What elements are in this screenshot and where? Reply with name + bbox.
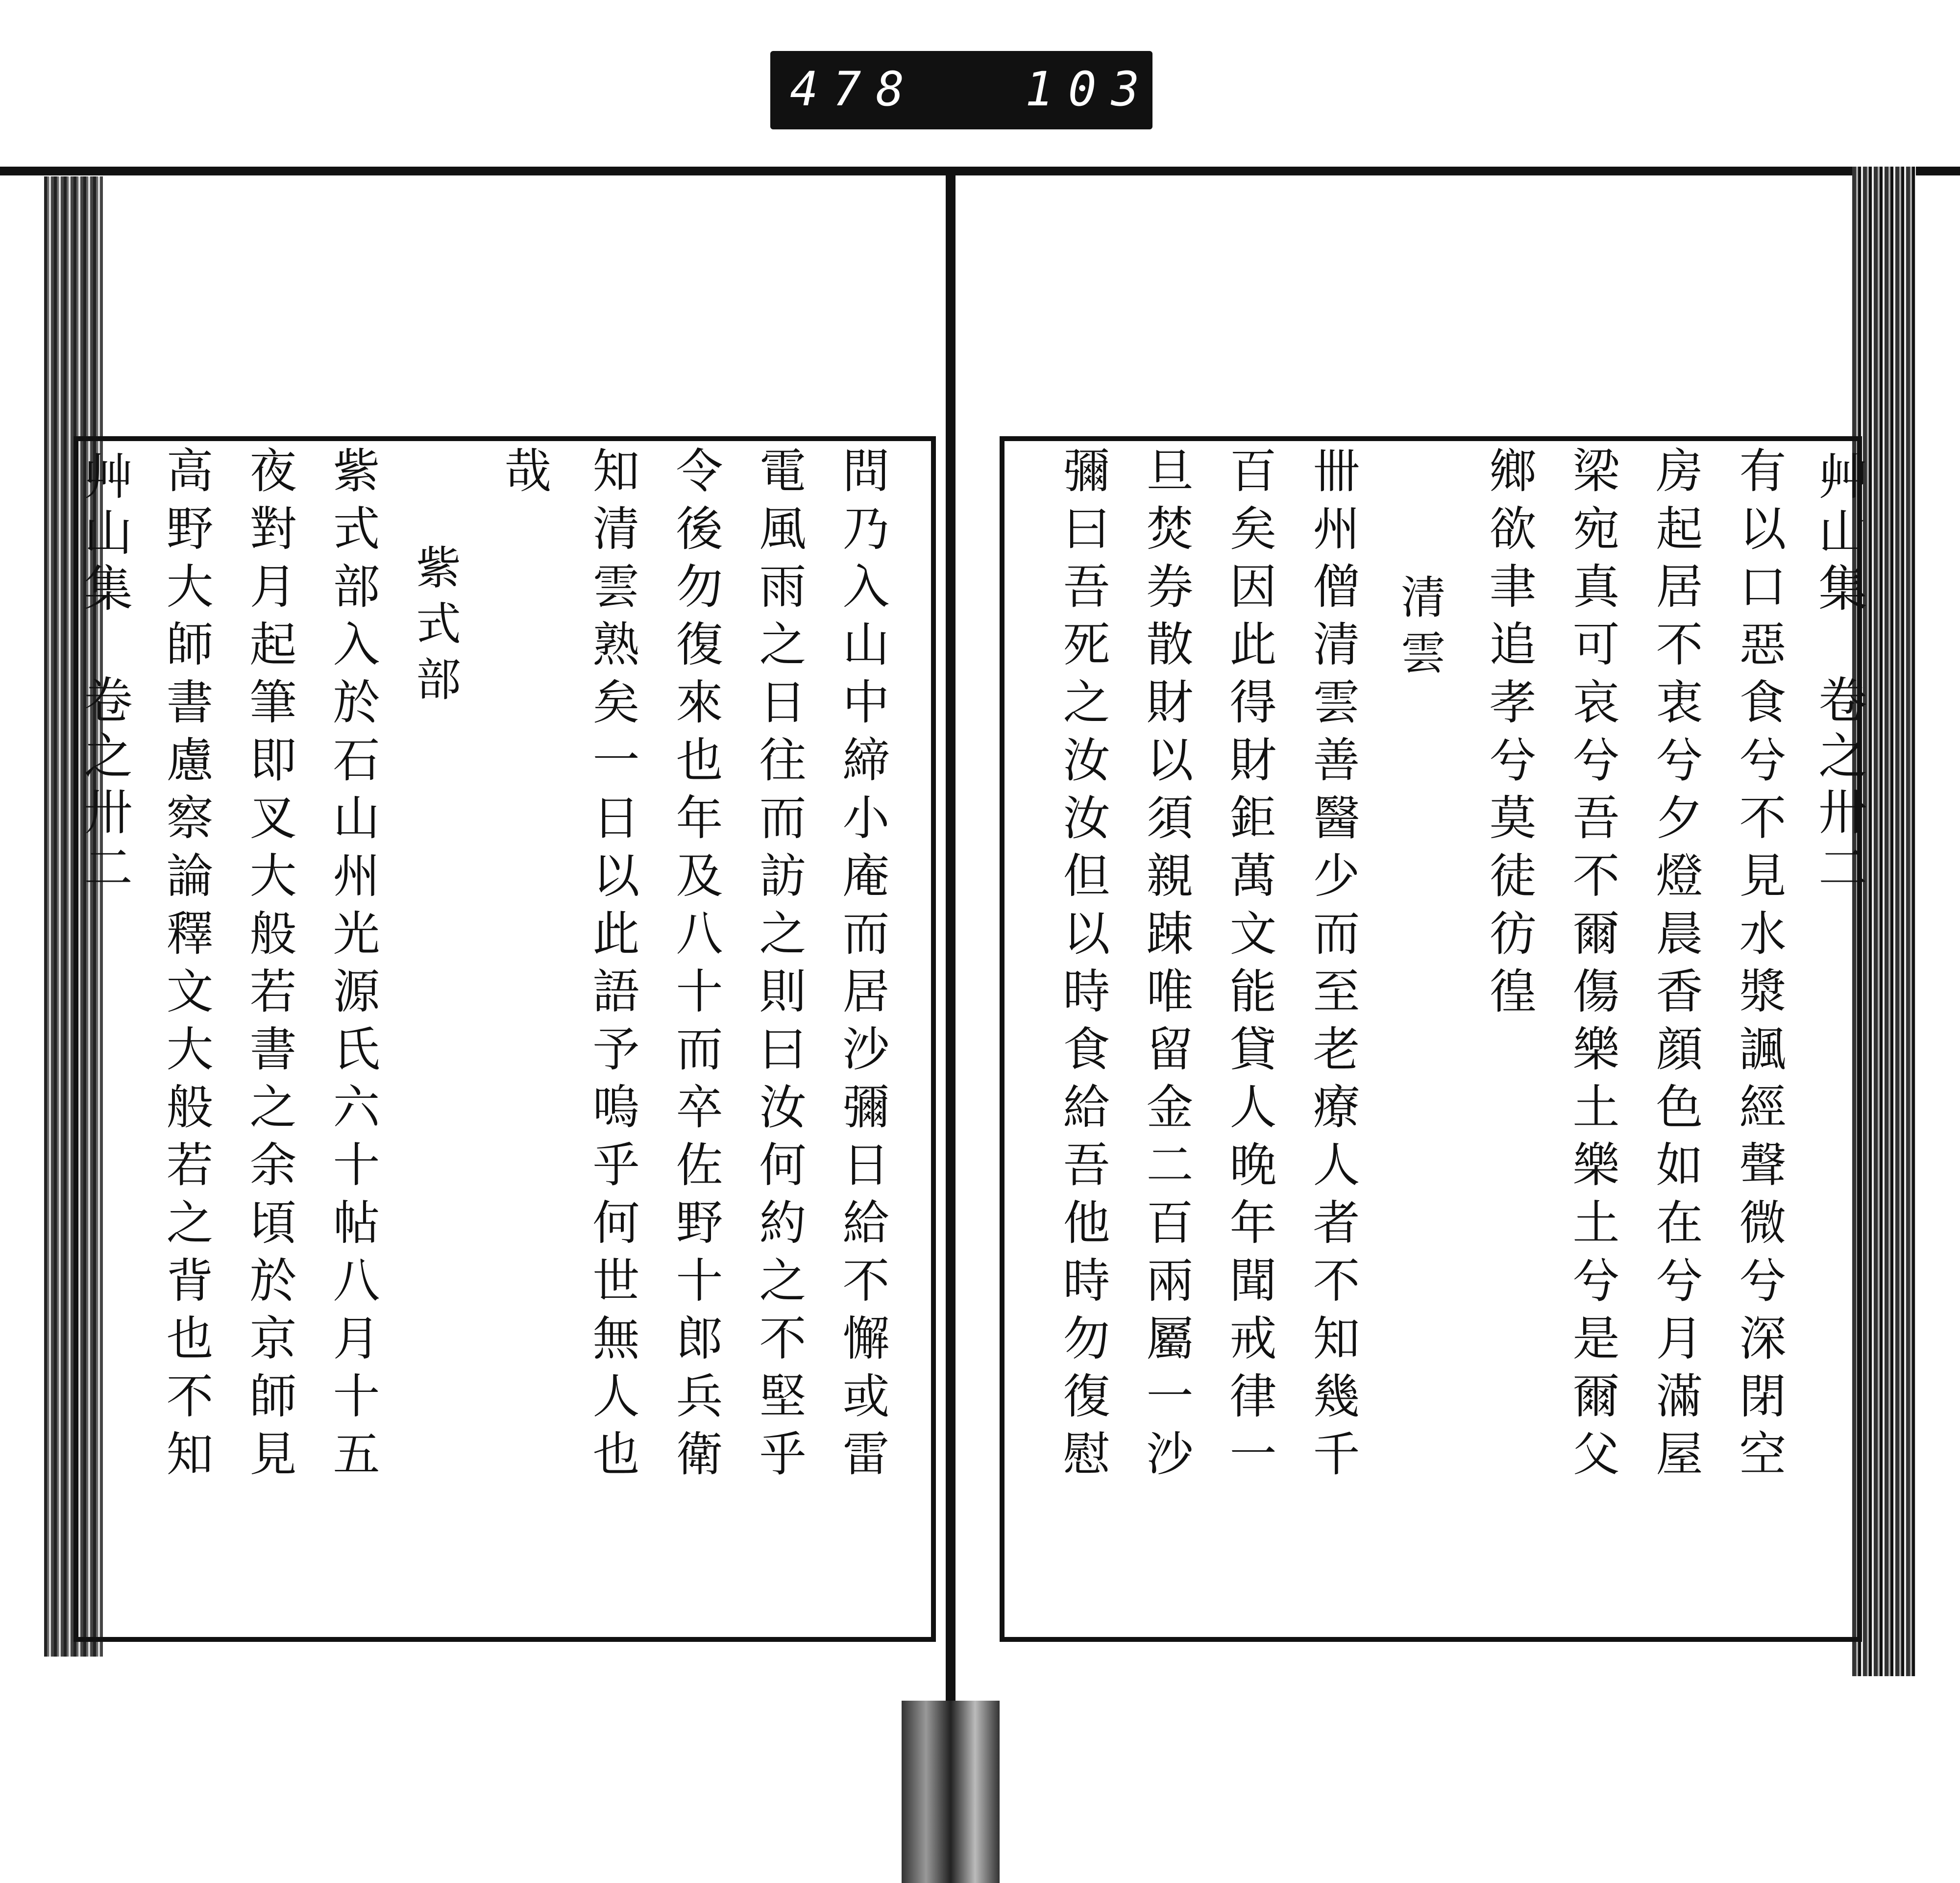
right-page-column-4: 鄉欲聿追孝兮莫徒彷徨 bbox=[1482, 446, 1537, 1024]
catalog-number: 478 bbox=[790, 62, 919, 117]
right-page-side-title: 艸山集 卷之卅二 bbox=[1810, 451, 1867, 898]
book-gutter bbox=[946, 174, 956, 1708]
left-page-column-2: 電風雨之日往而訪之則曰汝何約之不堅乎 bbox=[752, 446, 807, 1487]
right-page-column-3: 梁宛真可哀兮吾不爾傷樂土樂土兮是爾父 bbox=[1565, 446, 1620, 1487]
gutter-weight bbox=[902, 1701, 1000, 1883]
right-page-column-7: 百矣因此得財鉅萬文能貸人晚年聞戒律一 bbox=[1222, 446, 1277, 1487]
left-page-column-8: 夜對月起筆即叉大般若書之余頃於京師見 bbox=[242, 446, 297, 1487]
left-page-column-7: 紫式部入於石山州光源氏六十帖八月十五 bbox=[325, 446, 380, 1487]
top-rule bbox=[0, 167, 1960, 175]
catalog-number-secondary: 103. bbox=[1025, 62, 1198, 117]
left-page-column-1: 問乃入山中締小庵而居沙彌日給不懈或雷 bbox=[835, 446, 890, 1487]
right-page-column-6: 卌州僧清雲善醫少而至老療人者不知幾千 bbox=[1305, 446, 1360, 1487]
left-page-side-title: 艸山集 卷之卅二 bbox=[75, 451, 133, 898]
left-page-column-4: 知清雲熟矣一日以此語予嗚乎何世無人也 bbox=[585, 446, 640, 1487]
left-page-column-3: 令後勿復來也年及八十而卒佐野十郎兵衛 bbox=[668, 446, 723, 1487]
left-page-column-5: 哉 bbox=[497, 446, 552, 504]
right-page-section-heading: 清雲 bbox=[1394, 573, 1446, 685]
right-page-column-9: 彌曰吾死之汝汝但以時食給吾他時勿復慰 bbox=[1055, 446, 1110, 1487]
left-page-section-heading: 紫式部 bbox=[409, 544, 461, 712]
right-page-column-8: 旦焚券散財以須親踈唯留金二百兩屬一沙 bbox=[1139, 446, 1194, 1487]
right-page-column-1: 有以口惡食兮不見水漿諷經聲微兮深閉空 bbox=[1732, 446, 1787, 1487]
right-page-column-2: 房起居不衷兮夕燈晨香顔色如在兮月滿屋 bbox=[1648, 446, 1703, 1487]
catalog-label bbox=[770, 51, 1198, 129]
left-page-column-9: 高野大師書慮察論釋文大般若之背也不知 bbox=[159, 446, 214, 1487]
